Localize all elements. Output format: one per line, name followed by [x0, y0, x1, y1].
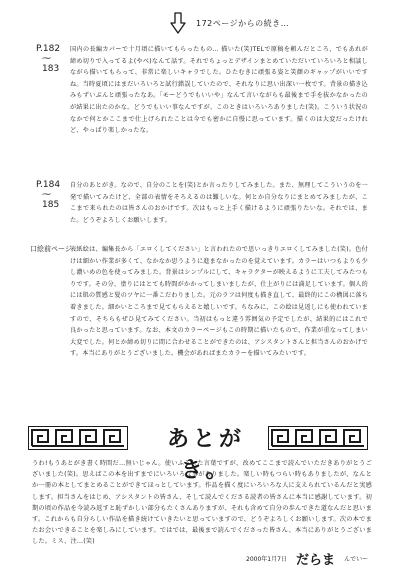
down-arrow-icon — [170, 12, 186, 34]
continued-note: 172ページからの続き… — [196, 19, 290, 28]
page-label-start: P.182 — [36, 44, 61, 54]
commentary-text: 表紙絵は、編集長から「エロくしてください」と言われたので思いっきりエロくしてみました(笑)。色付けは細かい作業が多くて、なかなか思うように進まなかったのを覚えています。カラーはいつもよりも少し濃いめの色を使ってみました。背景はシンプルにして、キャラクターが映えるように工夫してみたつもりです。その分、塗りにはとても時間がかかってしまいましたが、仕上がりには満足しています。個人的には肌の質感と髪のツヤに一番こだわりました。元のラフは何度も描き直して、最終的にこの構図に落ち着きました。細かいところまで見てもらえると嬉しいです。ちなみに、この絵は見返しにも使われていますので、そちらもぜひ見てみてください。当初はもっと違う雰囲気の予定でしたが、結果的にはこれで良かったと思っています。なお、本文のカラーページもこの時期に描いたもので、作業が重なってしまい大変でした。何とか締め切りに間に合わせることができたのは、アシスタントさんと担当さんのおかげです。本当にありがとうございました。機会があればまたカラーを描いてみたいです。 — [70, 246, 368, 358]
commentary-text: 国内の長編カバーで十月頃に描いてもらったもの… 描いた(笑)TELで原稿を頼んだところ、でもあれが締め切りで入ってるよ(やべ)なんて話す。それでちょっとデザインまとめていただいていろいろと相談しながら描いてもらって、非常に楽しいキャラでした。ひたむきに頑張る姿と笑顔のギャップがいいですね。当時夏頃にはまだいろいろと試行錯誤していたので、それなりに思い出深い一枚です。背景の描き込みもずいぶんと頑張ったなあ。「モーどうでもいいや」なんて言いながらも最後まで手を抜かなかったのが結果に出たのかな。どうでもいい事なんですが、このときはいろいろありました(笑)。こういう状況のなかで何とかここまで仕上げられたことは今でも密かに自慢に思っています。描くのは大変だったけれど、やっぱり楽しかったな。 — [70, 46, 368, 135]
afterword-banner — [28, 420, 378, 483]
page-label-start: P.184 — [36, 180, 61, 190]
page-label-arrow: ⁓ — [42, 54, 51, 64]
page-label-arrow: ⁓ — [42, 190, 51, 200]
page-label — [30, 244, 72, 254]
afterword-text: うわ!もうあとがき書く時間だ…無いじゃん。使いふるした言葉ですが、改めてここまで読んでいただきありがとうございました(笑)。思えばこの本を出すまでにいろいろな事がありました。楽しい時もつらい時もありましたが、なんとか一冊の本としてまとめることができてほっとしています。作品を描く度にいろいろな人に支えられているんだと実感します。担当さんをはじめ、アシスタントの皆さん、そして読んでくださる読者の皆さんに本当に感謝しています。初期の頃の作品を今読み返すと恥ずかしい部分もたくさんありますが、それも含めて自分の歩んできた道なんだと思います。これからも自分らしい作品を描き続けていきたいと思っていますので、どうぞよろしくお願いします。次の本でまたお会いできることを楽しみにしています。ではでは、最後まで読んでくださった皆さん、本当にありがとうございました。ミス、注…(笑) — [32, 460, 372, 546]
page-label-end: ⁓ 183 — [42, 54, 60, 74]
page-label — [36, 44, 60, 74]
page-label-end: ⁓ 185 — [42, 190, 60, 210]
afterword-title: あとがき。 — [166, 426, 245, 483]
greek-key-ornament-left — [28, 426, 128, 450]
page-label-start: 口絵前ページ — [30, 245, 72, 253]
commentary-section-p182 — [0, 44, 400, 164]
greek-key-ornament-right — [268, 426, 368, 450]
page-label — [36, 180, 60, 210]
commentary-section-frontispiece — [0, 244, 400, 409]
signature-date: 2000年1月7日 — [246, 556, 287, 563]
signature — [246, 548, 368, 568]
commentary-text: 自分のあとがき。なので、自分のことを(笑)とか言ったりしてみました。また、無理してこういうのを一発で描いてみたけど、全部の表情をそろえるのは難しいな。何とか自分なりにまとめてみましたが、ここまで来られたのは皆さんのおかげです。次はもっと上手く描けるように頑張りたいな。それでは、また。どうぞよろしくお願いします。 — [70, 182, 368, 224]
signature-name: だらま — [296, 553, 336, 568]
commentary-section-p184 — [0, 180, 400, 230]
signature-suffix: んでいー — [344, 556, 369, 563]
